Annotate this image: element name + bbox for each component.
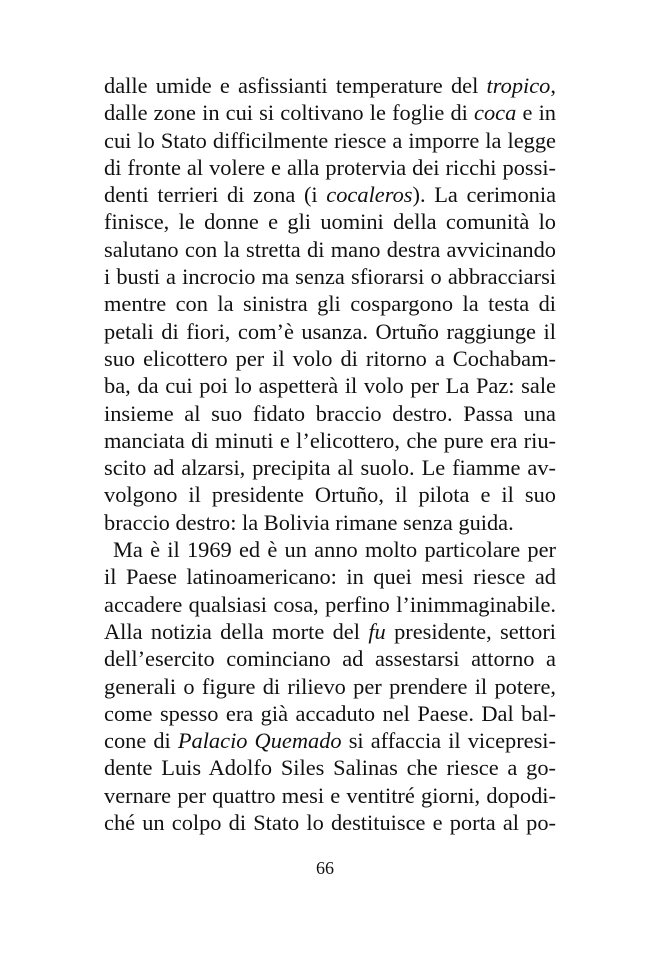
text-line: ba, da cui poi lo aspetterà il volo per La Paz: sale — [104, 373, 556, 399]
text-line: dente Luis Adolfo Siles Salinas che riesce a go- — [104, 755, 556, 781]
text-line: accadere qualsiasi cosa, perfino l’inimmaginabile. — [104, 591, 556, 617]
text-line: i busti a incrocio ma senza sfiorarsi o abbracciarsi — [104, 264, 556, 290]
text-line: cui lo Stato difficilmente riesce a imporre la legge — [104, 127, 556, 153]
text-line: manciata di minuti e l’elicottero, che pure era riu- — [104, 427, 556, 453]
body-text — [104, 72, 556, 836]
text-line: petali di fiori, com’è usanza. Ortuño raggiunge il — [104, 318, 556, 344]
text-line: di fronte al volere e alla protervia dei ricchi possi- — [104, 154, 556, 180]
text-line: dalle zone in cui si coltivano le foglie di coca e in — [104, 100, 556, 126]
paragraph-first-line: Ma è il 1969 ed è un anno molto particolare per — [113, 537, 556, 563]
text-line: cone di Palacio Quemado si affaccia il vicepresi- — [104, 728, 556, 754]
text-line: finisce, le donne e gli uomini della comunità lo — [104, 209, 556, 235]
page-number: 66 — [316, 858, 334, 878]
text-line: il Paese latinoamericano: in quei mesi riesce ad — [104, 564, 556, 590]
text-line: Alla notizia della morte del fu presidente, settori — [104, 618, 557, 644]
text-line: dell’esercito cominciano ad assestarsi attorno a — [104, 646, 556, 672]
text-line: scito ad alzarsi, precipita al suolo. Le fiamme av- — [104, 455, 556, 481]
paragraph-last-line: braccio destro: la Bolivia rimane senza guida. — [104, 509, 514, 535]
text-line: dalle umide e asfissianti temperature del tropico, — [104, 73, 556, 98]
text-line: mentre con la sinistra gli cospargono la testa di — [104, 291, 556, 317]
text-line: insieme al suo fidato braccio destro. Passa una — [104, 400, 556, 426]
text-line: volgono il presidente Ortuño, il pilota e il suo — [104, 482, 556, 508]
text-line: come spesso era già accaduto nel Paese. Dal bal- — [104, 700, 556, 726]
text-line: denti terrieri di zona (i cocaleros). La cerimonia — [104, 182, 557, 208]
text-line: suo elicottero per il volo di ritorno a Cochabam- — [104, 345, 556, 371]
text-line: ché un colpo di Stato lo destituisce e porta al po- — [104, 810, 556, 836]
text-line: vernare per quattro mesi e ventitré giorni, dopodi- — [104, 782, 556, 808]
text-line: generali o figure di rilievo per prendere il potere, — [104, 673, 556, 699]
text-line: salutano con la stretta di mano destra avvicinando — [104, 236, 556, 262]
